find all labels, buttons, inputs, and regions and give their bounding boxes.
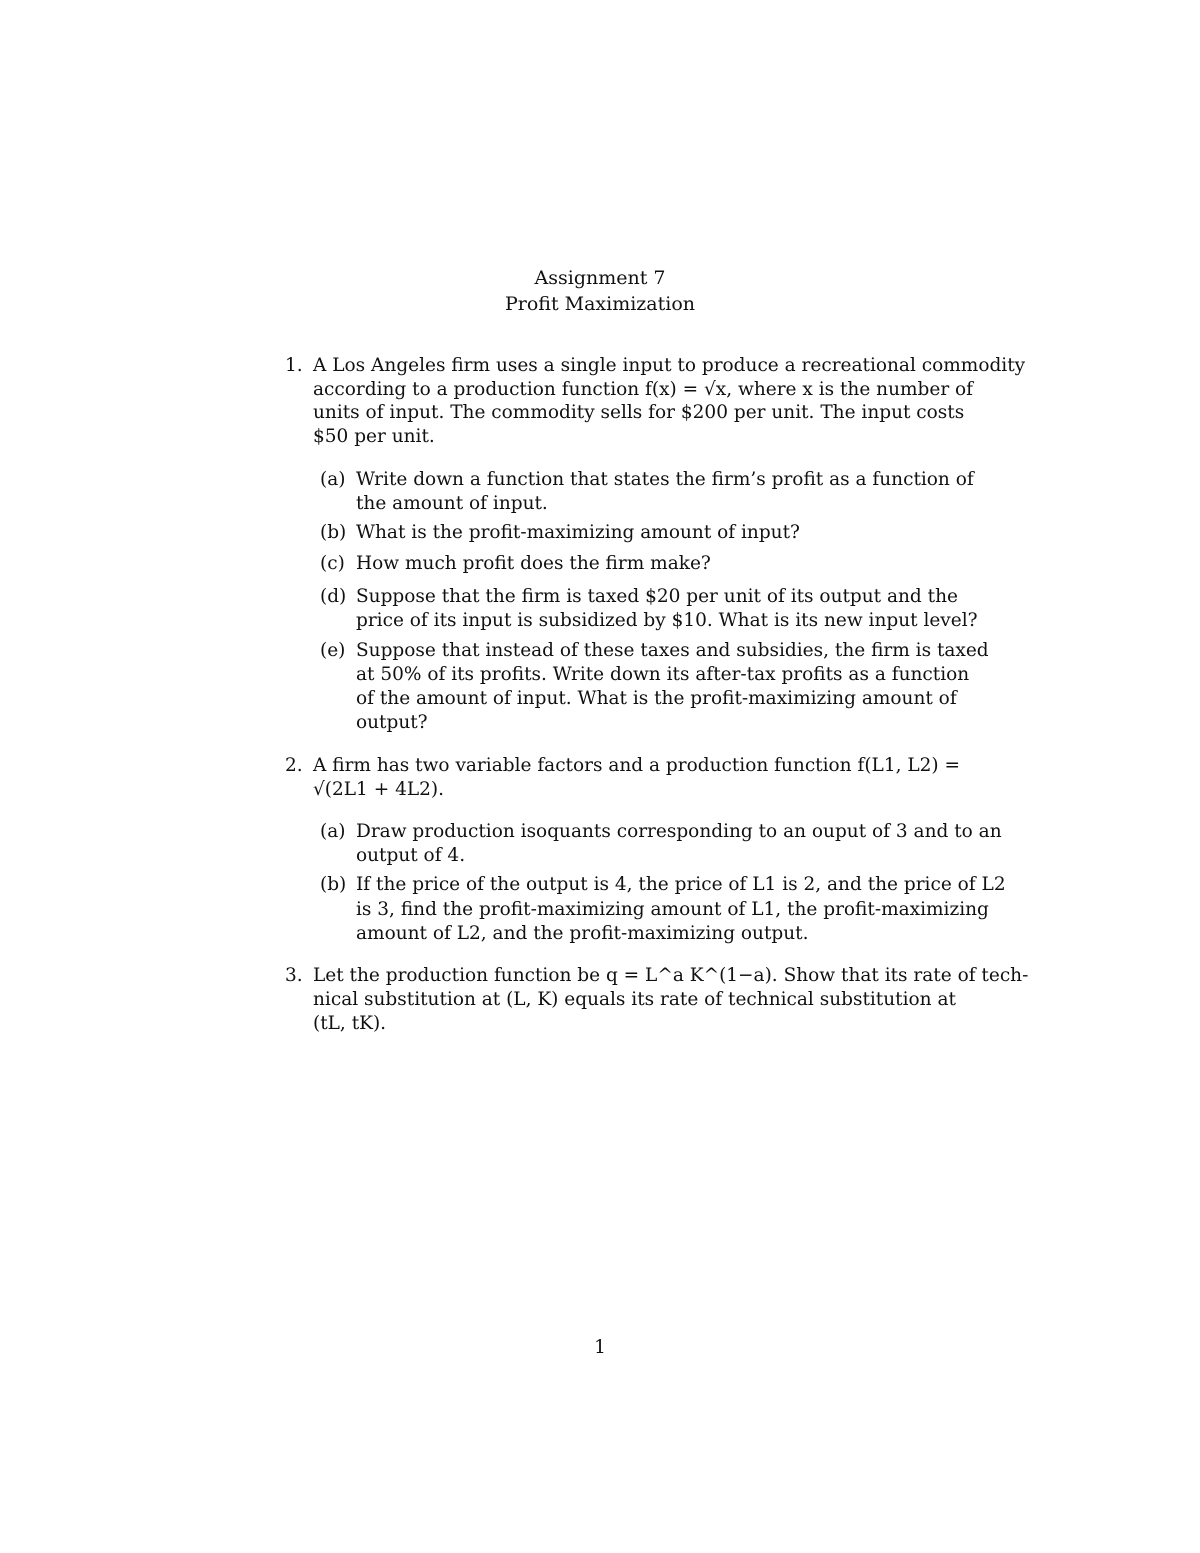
question-1b-label: (b) [320, 522, 347, 543]
question-1-line: $50 per unit. [313, 426, 435, 447]
question-2b-text: is 3, find the profit-maximizing amount of L1, the profit-maximizing [356, 899, 989, 920]
question-1b-text: What is the profit-maximizing amount of input? [356, 522, 800, 543]
question-1e-text: of the amount of input. What is the profit-maximizing amount of [356, 688, 957, 709]
question-1a-text: the amount of input. [356, 493, 548, 514]
question-1e-text: at 50% of its profits. Write down its after-tax profits as a function [356, 664, 970, 685]
question-1a-text: Write down a function that states the firm’s profit as a function of [356, 469, 974, 490]
question-2b-text: amount of L2, and the profit-maximizing output. [356, 923, 809, 944]
question-2-number: 2. [285, 755, 303, 776]
question-2-line: A firm has two variable factors and a production function f(L1, L2) = [313, 755, 961, 776]
question-3-line: (tL, tK). [313, 1013, 387, 1034]
question-3-line: nical substitution at (L, K) equals its rate of technical substitution at [313, 989, 956, 1010]
question-1-line: units of input. The commodity sells for $200 per unit. The input costs [313, 402, 965, 423]
question-3-number: 3. [285, 965, 303, 986]
question-2a-label: (a) [320, 821, 346, 842]
question-2-line: √(2L1 + 4L2). [313, 779, 445, 800]
question-1-line: A Los Angeles firm uses a single input to produce a recreational commodity [313, 355, 1026, 376]
question-1a-label: (a) [320, 469, 346, 490]
question-2a-text: output of 4. [356, 845, 466, 866]
question-1e-label: (e) [320, 640, 346, 661]
question-1c-text: How much profit does the firm make? [356, 553, 711, 574]
page-title: Assignment 7 [534, 267, 666, 289]
question-3-line: Let the production function be q = L^a K^(1−a). Show that its rate of tech- [313, 965, 1029, 986]
question-1d-label: (d) [320, 586, 347, 607]
question-1c-label: (c) [320, 553, 345, 574]
question-1e-text: output? [356, 712, 428, 733]
question-1-line: according to a production function f(x) = √x, where x is the number of [313, 379, 974, 400]
question-1d-text: price of its input is subsidized by $10. What is its new input level? [356, 610, 978, 631]
page-number: 1 [594, 1337, 606, 1358]
question-1-number: 1. [285, 355, 303, 376]
question-2a-text: Draw production isoquants corresponding to an ouput of 3 and to an [356, 821, 1002, 842]
question-1e-text: Suppose that instead of these taxes and subsidies, the firm is taxed [356, 640, 989, 661]
question-2b-label: (b) [320, 874, 347, 895]
question-1d-text: Suppose that the firm is taxed $20 per unit of its output and the [356, 586, 958, 607]
question-2b-text: If the price of the output is 4, the price of L1 is 2, and the price of L2 [356, 874, 1006, 895]
page-subtitle: Profit Maximization [504, 293, 696, 315]
